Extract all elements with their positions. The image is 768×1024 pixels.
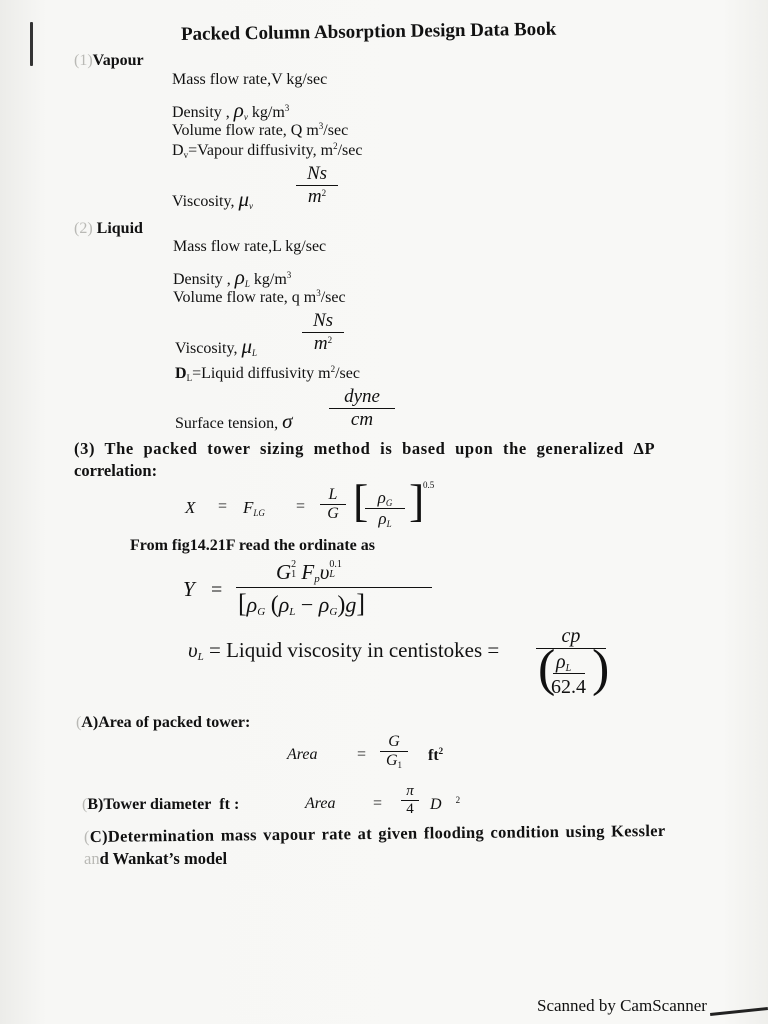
liquid-viscosity: Viscosity, $\mu_L$ <box>175 334 258 358</box>
scanner-watermark: Scanned by CamScanner <box>537 996 707 1015</box>
section3-line2: correlation: <box>74 461 158 480</box>
section-b-fraction: π 4 <box>401 783 419 818</box>
corner-mark <box>710 1007 768 1016</box>
x-equation-equals-1: = <box>218 498 228 515</box>
section-b-heading: (B)Tower diameter ft : <box>82 796 240 813</box>
x-equation-lhs: X <box>185 498 196 517</box>
section-a-heading: (A)Area of packed tower: <box>76 714 251 731</box>
x-equation-exponent: 0.5 <box>423 480 435 490</box>
vapour-volume-flow: Volume flow rate, Q $m^3/\sec$ <box>172 121 349 139</box>
y-equation-denominator: [$\rho_G$ $(\rho_L - \rho_G)g$] <box>238 589 365 618</box>
x-equation-rho-ratio: $\rho_G$ $\rho_L$ <box>365 488 405 529</box>
section-c-line1: (C)Determination mass vapour rate at given flooding condition using Kessler <box>83 820 666 846</box>
vapour-diffusivity: $D_v=Vapour$ diffusivity, $m^2/\sec$ <box>172 141 363 160</box>
section-b-lhs: Area <box>305 795 336 812</box>
section-a-equals: = <box>357 746 367 763</box>
vapour-viscosity-fraction: Ns $m^2$ <box>296 163 338 208</box>
surface-tension-fraction: dyne cm <box>329 386 395 431</box>
fig-reference-text: From fig14.21F read the ordinate as <box>130 537 376 554</box>
section3-line1: (3) The packed tower sizing method is based upon the generalized ΔP <box>74 439 656 458</box>
surface-tension: Surface tension, σ <box>175 409 293 433</box>
liquid-mass-flow: Mass flow rate,L kg/sec <box>173 238 327 255</box>
liquid-volume-flow: Volume flow rate, q $m^3/\sec$ <box>173 288 346 306</box>
section-a-fraction: G $G_1$ <box>380 733 408 770</box>
section-a-unit: $ft^2$ <box>428 746 444 764</box>
section-a-lhs: Area <box>287 746 318 763</box>
section-b-variable: D $^2$ <box>430 795 461 813</box>
liquid-diffusivity: $D_L=Liquid$ diffusivity $m^2/\sec$ <box>175 364 360 383</box>
nu-fraction: cp ( $\rho_L$ 62.4 ) <box>538 625 610 698</box>
vapour-heading: (1)Vapour <box>74 52 144 69</box>
vapour-density: Density , $\rho_v$ $kg/m^3$ <box>172 98 290 122</box>
page-title: Packed Column Absorption Design Data Book <box>180 18 557 45</box>
section-c-line2: and Wankat’s model <box>84 849 228 868</box>
vapour-mass-flow: Mass flow rate,V kg/sec <box>172 71 328 88</box>
x-equation-f: $F_{LG}$ <box>243 498 265 518</box>
x-equation-equals-2: = <box>296 498 306 515</box>
y-equation-lhs: Y <box>183 577 195 601</box>
vapour-viscosity: Viscosity, $\mu_v$ <box>172 187 253 211</box>
nu-definition: $\upsilon_L$ = Liquid viscosity in centistokes = <box>188 638 500 663</box>
x-equation-right-bracket: ] <box>409 475 425 526</box>
margin-mark <box>30 22 33 66</box>
y-equation-equals: = <box>211 579 223 601</box>
x-equation-left-bracket: [ <box>353 475 369 526</box>
vapour-heading-text: Vapour <box>92 52 144 69</box>
section-b-equals: = <box>373 795 383 812</box>
liquid-viscosity-fraction: Ns $m^2$ <box>302 310 344 355</box>
y-equation-numerator: G 2 1 $F_p\upsilon$ 0.1 L <box>276 559 342 585</box>
liquid-heading: (2) Liquid <box>74 220 143 237</box>
x-equation-l-over-g: L G <box>320 486 346 523</box>
y-equation-fraction-bar <box>236 587 432 588</box>
liquid-density: Density , $\rho_L$ $kg/m^3$ <box>173 265 292 289</box>
